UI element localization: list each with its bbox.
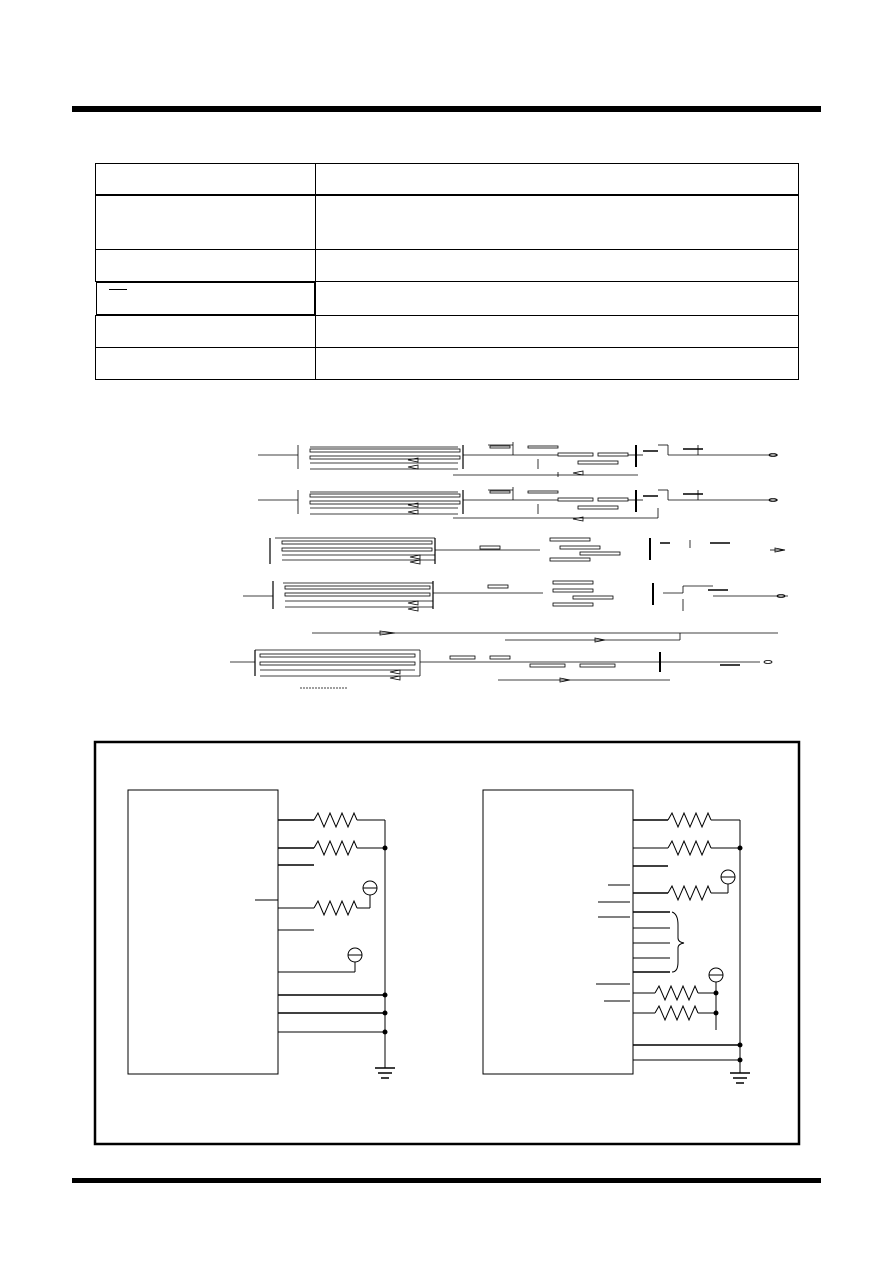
- application-circuit-right: [483, 790, 750, 1083]
- block-diagram: [230, 442, 788, 688]
- ic-block-right: [483, 790, 633, 1074]
- resistor: [314, 901, 357, 915]
- block-row-5: [230, 650, 772, 688]
- ic-block-left: [128, 790, 278, 1074]
- brace-icon: [672, 912, 684, 972]
- application-circuit-left: [128, 790, 395, 1078]
- resistor: [655, 1006, 698, 1020]
- application-circuit-frame: [95, 742, 799, 1144]
- resistor: [668, 813, 711, 827]
- block-row-2: [258, 487, 778, 521]
- resistor: [314, 813, 357, 827]
- block-bus-lines: [312, 631, 778, 642]
- block-row-3: [270, 538, 785, 564]
- ground-icon: [375, 1068, 395, 1078]
- block-row-1: [258, 442, 778, 477]
- resistor: [668, 841, 711, 855]
- footer-rule: [72, 1178, 821, 1183]
- resistor: [655, 986, 698, 1000]
- ground-icon: [730, 1073, 750, 1083]
- resistor: [314, 841, 357, 855]
- block-row-4: [243, 581, 788, 611]
- resistor: [668, 886, 711, 900]
